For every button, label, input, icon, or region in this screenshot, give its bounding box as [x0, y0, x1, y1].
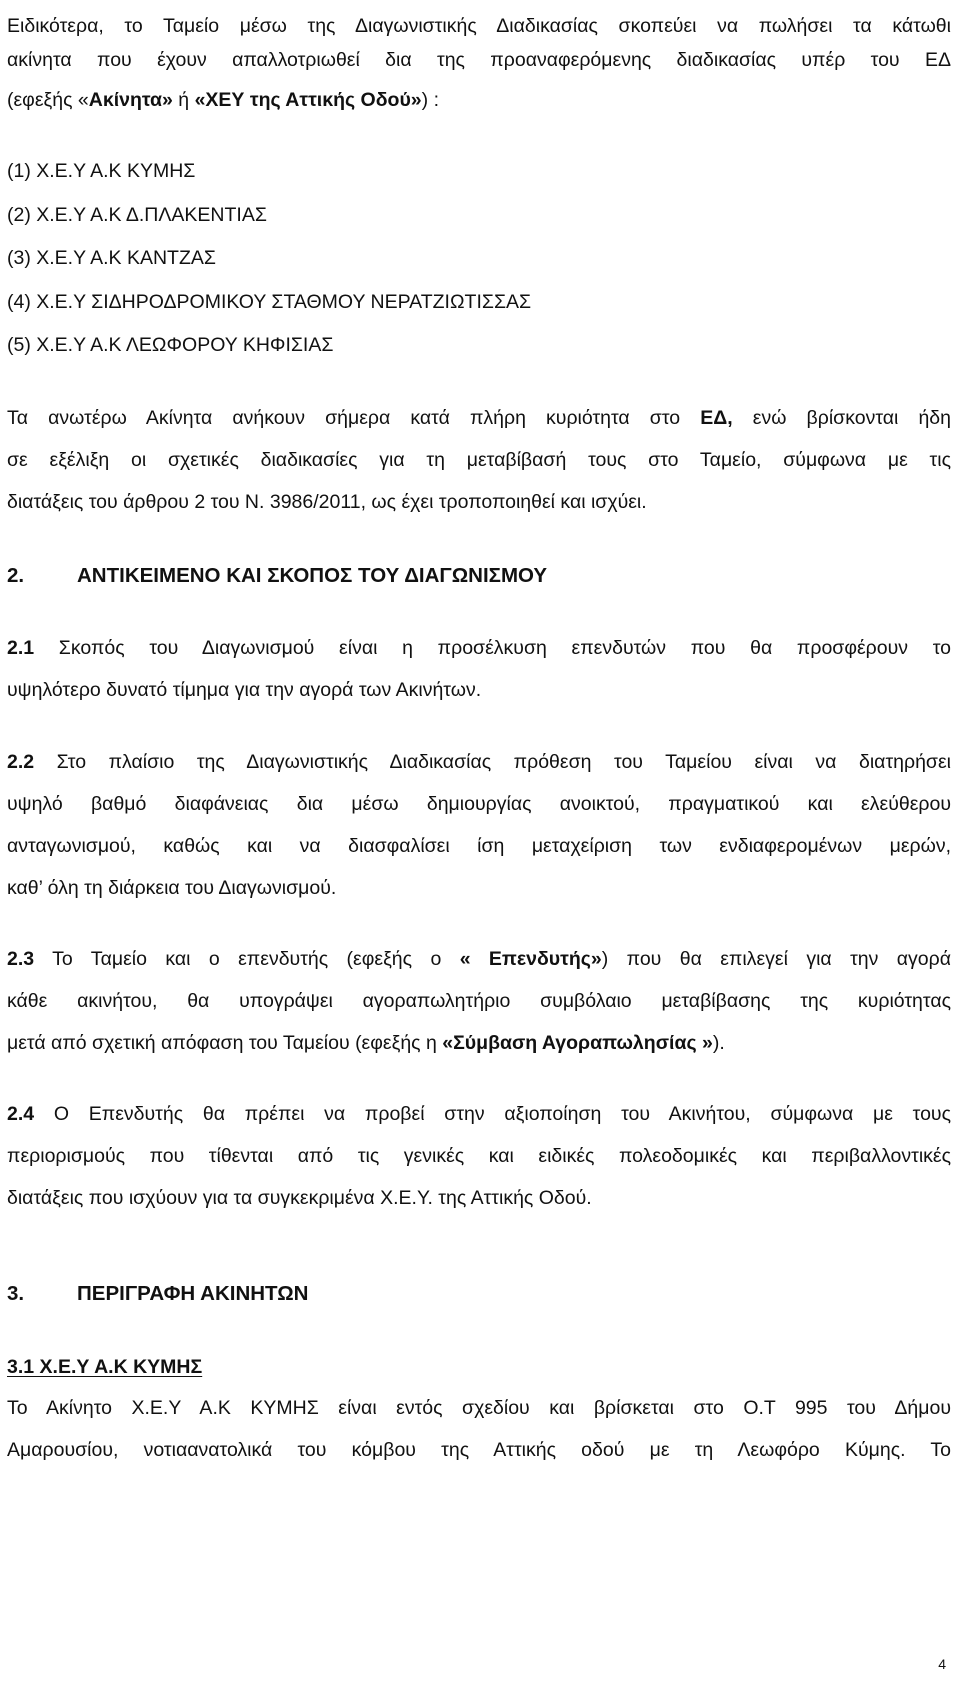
page-number: 4	[938, 1656, 946, 1672]
section-2-heading	[7, 563, 951, 589]
text-span: Στο πλαίσιο της Διαγωνιστικής Διαδικασίας πρόθεση του Ταμείου είναι να διατηρήσει	[34, 751, 951, 773]
paragraph-number: 2.1	[7, 637, 35, 659]
defined-term-properties: Ακίνητα»	[88, 89, 173, 111]
subsection-title: 3.1 Χ.Ε.Υ Α.Κ ΚΥΜΗΣ	[7, 1356, 203, 1378]
paragraph-number: 2.4	[7, 1103, 35, 1125]
paragraph-number: 2.3	[7, 948, 35, 970]
text-span: ακίνητα που έχουν απαλλοτριωθεί δια της προαναφερόμενης διαδικασίας υπέρ του ΕΔ	[7, 49, 951, 71]
text-span: (εφεξής «	[7, 89, 89, 111]
property-item-2: (2) Χ.Ε.Υ Α.Κ Δ.ΠΛΑΚΕΝΤΙΑΣ	[7, 204, 267, 226]
ownership-line-1	[7, 405, 951, 431]
para-2-1-line-2: υψηλότερο δυνατό τίμημα για την αγορά των Ακινήτων.	[7, 679, 482, 701]
text-span: Ειδικότερα, το Ταμείο μέσω της Διαγωνιστικής Διαδικασίας σκοπεύει να πωλήσει τα κάτωθι	[7, 15, 951, 37]
intro-line-2	[7, 47, 951, 73]
text-span: ).	[712, 1032, 725, 1054]
property-item-4: (4) Χ.Ε.Υ ΣΙΔΗΡΟΔΡΟΜΙΚΟΥ ΣΤΑΘΜΟΥ ΝΕΡΑΤΖΙΩΤΙΣΣΑΣ	[7, 291, 532, 313]
para-3-1-line-1	[7, 1395, 951, 1421]
text-span: μετά από σχετική απόφαση του Ταμείου (εφεξής η	[7, 1032, 443, 1054]
para-3-1-line-2	[7, 1437, 951, 1463]
intro-line-1	[7, 13, 951, 39]
para-2-3-line-1	[7, 946, 951, 972]
para-2-4-line-1	[7, 1101, 951, 1127]
section-number: 3.	[7, 1282, 25, 1305]
text-span: Το Ταμείο και ο επενδυτής (εφεξής ο	[34, 948, 460, 970]
text-span: ) :	[421, 89, 439, 111]
text-span: ενώ βρίσκονται ήδη	[732, 407, 952, 429]
text-span: Ο Επενδυτής θα πρέπει να προβεί στην αξιοποίηση του Ακινήτου, σύμφωνα με τους	[34, 1103, 951, 1125]
ownership-line-2	[7, 447, 951, 473]
para-2-4-line-3: διατάξεις που ισχύουν για τα συγκεκριμένα Χ.Ε.Υ. της Αττικής Οδού.	[7, 1187, 592, 1209]
para-2-4-line-2	[7, 1143, 951, 1169]
property-item-5: (5) Χ.Ε.Υ Α.Κ ΛΕΩΦΟΡΟΥ ΚΗΦΙΣΙΑΣ	[7, 334, 334, 356]
text-span: ) που θα επιλεγεί για την αγορά	[601, 948, 951, 970]
text-span: υψηλό βαθμό διαφάνειας δια μέσω δημιουργίας ανοικτού, πραγματικού και ελεύθερου	[7, 793, 951, 815]
section-title: ΑΝΤΙΚΕΙΜΕΝΟ ΚΑΙ ΣΚΟΠΟΣ ΤΟΥ ΔΙΑΓΩΝΙΣΜΟΥ	[77, 564, 548, 587]
para-2-3-line-2	[7, 988, 951, 1014]
para-2-2-line-4: καθ’ όλη τη διάρκεια του Διαγωνισμού.	[7, 877, 337, 899]
text-span: ανταγωνισμού, καθώς και να διασφαλίσει ίση μεταχείριση των ενδιαφερομένων μερών,	[7, 835, 951, 857]
text-span: Το Ακίνητο Χ.Ε.Υ Α.Κ ΚΥΜΗΣ είναι εντός σχεδίου και βρίσκεται στο Ο.Τ 995 του Δήμου	[7, 1397, 951, 1419]
para-2-2-line-1	[7, 749, 951, 775]
defined-term-ed: ΕΔ,	[700, 407, 733, 429]
text-span: Σκοπός του Διαγωνισμού είναι η προσέλκυση επενδυτών που θα προσφέρουν το	[34, 637, 951, 659]
text-span: σε εξέλιξη οι σχετικές διαδικασίες για τη μεταβίβασή τους στο Ταμείο, σύμφωνα με τις	[7, 449, 951, 471]
ownership-line-3: διατάξεις του άρθρου 2 του Ν. 3986/2011, ως έχει τροποποιηθεί και ισχύει.	[7, 491, 647, 513]
defined-term-sale-agreement: «Σύμβαση Αγοραπωλησίας »	[442, 1032, 713, 1054]
document-page	[7, 0, 951, 1682]
subsection-3-1-title	[7, 1354, 951, 1380]
text-span: Αμαρουσίου, νοτιαανατολικά του κόμβου της Αττικής οδού με τη Λεωφόρο Κύμης. Το	[7, 1439, 951, 1461]
property-item-1: (1) Χ.Ε.Υ Α.Κ ΚΥΜΗΣ	[7, 160, 196, 182]
text-span: περιορισμούς που τίθενται από τις γενικές και ειδικές πολεοδομικές και περιβαλλοντικές	[7, 1145, 951, 1167]
text-span: Τα ανωτέρω Ακίνητα ανήκουν σήμερα κατά πλήρη κυριότητα στο	[7, 407, 701, 429]
text-span: ή	[172, 89, 195, 111]
section-number: 2.	[7, 564, 25, 587]
intro-line-3	[7, 87, 951, 113]
text-span: κάθε ακινήτου, θα υπογράψει αγοραπωλητήριο συμβόλαιο μεταβίβασης της κυριότητας	[7, 990, 951, 1012]
defined-term-investor: « Επενδυτής»	[459, 948, 602, 970]
para-2-1-line-1	[7, 635, 951, 661]
paragraph-number: 2.2	[7, 751, 35, 773]
section-title: ΠΕΡΙΓΡΑΦΗ ΑΚΙΝΗΤΩΝ	[77, 1282, 309, 1305]
para-2-3-line-3	[7, 1030, 951, 1056]
section-3-heading	[7, 1281, 951, 1307]
para-2-2-line-3	[7, 833, 951, 859]
para-2-2-line-2	[7, 791, 951, 817]
property-item-3: (3) Χ.Ε.Υ Α.Κ ΚΑΝΤΖΑΣ	[7, 247, 216, 269]
defined-term-xey: «ΧΕΥ της Αττικής Οδού»	[194, 89, 422, 111]
